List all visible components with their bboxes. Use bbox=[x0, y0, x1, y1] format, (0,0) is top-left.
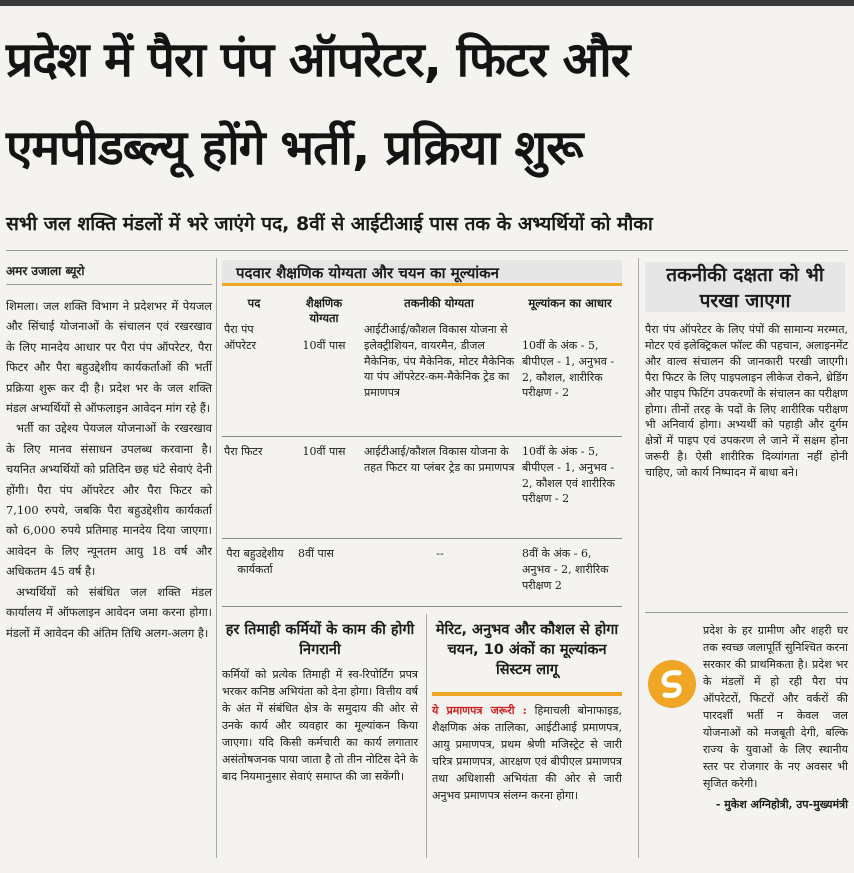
headline-line-1: प्रदेश में पैरा पंप ऑपरेटर, फिटर और bbox=[6, 32, 630, 88]
table-cell: पैरा पंप ऑपरेटर bbox=[224, 323, 257, 352]
subheadline: सभी जल शक्ति मंडलों में भरे जाएंगे पद, 8वीं से आईटीआई पास तक के अभ्यर्थियों को मौका bbox=[6, 213, 653, 235]
subhead-divider bbox=[6, 250, 848, 251]
table-cell: 10वीं के अंक - 5, बीपीएल - 1, अनुभव - 2, कौशल एवं शारीरिक परीक्षण - 2 bbox=[522, 445, 615, 506]
table-row-divider bbox=[222, 538, 622, 539]
table-cell: 10वीं पास bbox=[302, 339, 346, 352]
sidebar-divider bbox=[645, 612, 848, 613]
table-cell: आईटीआई/कौशल विकास योजना से इलेक्ट्रीशियन, वायरमैन, डीजल मैकेनिक, पंप मैकेनिक, मोटर मैकेनिक या पंप ऑपरेटर-कम-मैकेनिक ट्रेड का प्रमाणपत्र bbox=[364, 323, 515, 400]
monitoring-title: हर तिमाही कर्मियों के काम की होगी निगरानी bbox=[225, 622, 415, 658]
selection-lead: ये प्रमाणपत्र जरूरी : bbox=[432, 704, 527, 717]
table-cell: -- bbox=[436, 547, 444, 560]
minister-quote bbox=[645, 622, 848, 813]
story-paragraph: अभ्यर्थियों को संबंधित जल शक्ति मंडल कार्यालय में ऑफलाइन आवेदन जमा करना होगा। मंडलों में आवेदन की अंतिम तिथि अलग-अलग है। bbox=[6, 584, 212, 640]
sidebar-body: पैरा पंप ऑपरेटर के लिए पंपों की सामान्य मरम्मत, मोटर एवं इलेक्ट्रिकल फॉल्ट की पहचान, अलाइनमेंट और वाल्व संचालन की जानकारी परखी जाएगी। पैरा फिटर के लिए पाइपलाइन लीकेज रोकने, थ्रेडिंग और पाइप फिटिंग उपकरणों के संचालन का परीक्षण होगा। तीनों तरह के पदों के लिए शारीरिक परीक्षण भी अनिवार्य होगा। अभ्यर्थी को पहाड़ी और दुर्गम क्षेत्रों में पाइप एवं उपकरण ले जाने में सक्षम होना जरूरी है। ऐसी शारीरिक दिव्यांगता नहीं होनी चाहिए, जो कार्य निष्पादन में बाधा बने। bbox=[645, 323, 848, 480]
table-cell: 8वीं पास bbox=[298, 547, 334, 560]
selection-title: मेरिट, अनुभव और कौशल से होगा चयन, 10 अंकों का मूल्यांकन सिस्टम लागू bbox=[435, 622, 619, 678]
column-divider bbox=[638, 258, 639, 858]
byline-divider bbox=[6, 284, 212, 285]
headline-line-2: एमपीडब्ल्यू होंगे भर्ती, प्रक्रिया शुरू bbox=[6, 120, 583, 176]
table-header-technical: तकनीकी योग्यता bbox=[404, 296, 474, 310]
monitoring-body: कर्मियों को प्रत्येक तिमाही में स्व-रिपोर्टिंग प्रपत्र भरकर कनिष्ठ अभियंता को देना होगा। वित्तीय वर्ष के अंत में संबंधित क्षेत्र के समुदाय की ओर से उनके कार्य और व्यवहार का मूल्यांकन किया जाएगा। यदि किसी कर्मचारी का कार्य लगातार असंतोषजनक पाया जाता है तो तीन नोटिस देने के बाद नियमानुसार सेवाएं समाप्त की जा सकेंगी। bbox=[222, 668, 418, 783]
column-divider bbox=[216, 258, 217, 858]
byline: अमर उजाला ब्यूरो bbox=[6, 264, 85, 278]
selection-body bbox=[432, 702, 622, 804]
story-paragraph: शिमला। जल शक्ति विभाग ने प्रदेशभर में पेयजल और सिंचाई योजनाओं के संचालन एवं रखरखाव के लिए मानदेय आधार पर पैरा पंप ऑपरेटर, पैरा फिटर और पैरा बहुउद्देशीय कार्यकर्ताओं की भर्ती प्रक्रिया शुरू कर दी है। प्रदेश भर के जल शक्ति मंडल अभ्यर्थियों से ऑफलाइन आवेदन मांग रहे हैं। bbox=[6, 299, 212, 416]
table-cell: 8वीं के अंक - 6, अनुभव - 2, शारीरिक परीक्षण 2 bbox=[522, 547, 609, 592]
table-cell: पैरा बहुउद्देशीय कार्यकर्ता bbox=[226, 547, 284, 576]
table-header-post: पद bbox=[247, 296, 261, 310]
selection-text: हिमाचली बोनाफाइड, शैक्षणिक अंक तालिका, आईटीआई प्रमाणपत्र, आयु प्रमाणपत्र, प्रथम श्रेणी मजिस्ट्रेट से जारी चरित्र प्रमाणपत्र, आरक्षण एवं बीपीएल प्रमाणपत्र तथा अधिशासी अभियंता की ओर से जारी अनुभव प्रमाणपत्र संलग्न करना होगा। bbox=[432, 704, 622, 802]
table-row-divider bbox=[222, 436, 622, 437]
sidebar-title: तकनीकी दक्षता को भी परखा जाएगा bbox=[645, 262, 845, 312]
table-cell: पैरा फिटर bbox=[224, 445, 263, 458]
table-bottom-rule bbox=[222, 606, 622, 607]
selection-accent-bar bbox=[432, 692, 622, 696]
table-cell: 10वीं पास bbox=[302, 445, 346, 458]
table-header-evaluation: मूल्यांकन का आधार bbox=[528, 296, 612, 310]
table-cell: आईटीआई/कौशल विकास योजना के तहत फिटर या प्लंबर ट्रेड का प्रमाणपत्र bbox=[364, 445, 515, 474]
table-header-education: शैक्षणिक योग्यता bbox=[305, 296, 343, 325]
table-title: पदवार शैक्षणिक योग्यता और चयन का मूल्यांकन bbox=[222, 260, 622, 286]
table-cell: 10वीं के अंक - 5, बीपीएल - 1, अनुभव - 2, कौशल, शारीरिक परीक्षण - 2 bbox=[522, 339, 615, 400]
column-divider bbox=[426, 614, 427, 858]
top-border bbox=[0, 0, 854, 6]
quote-body: प्रदेश के हर ग्रामीण और शहरी घर तक स्वच्छ जलापूर्ति सुनिश्चित करना सरकार की प्राथमिकता है। प्रदेश भर के मंडलों में हो रही पैरा पंप ऑपरेटरों, फिटरों और वर्करों की पारदर्शी भर्ती न केवल जल योजनाओं को मजबूती देगी, बल्कि राज्य के युवाओं के लिए स्थानीय स्तर पर रोजगार के नए अवसर भी सृजित करेगी। bbox=[703, 624, 848, 790]
main-story bbox=[6, 296, 212, 643]
story-paragraph: भर्ती का उद्देश्य पेयजल योजनाओं के रखरखाव के लिए मानव संसाधन उपलब्ध करवाना है। चयनित अभ्यर्थियों को प्रतिदिन छह घंटे सेवाएं देनी होंगी। पैरा पंप ऑपरेटर और पैरा फिटर को 7,100 रुपये, जबकि पैरा बहुउद्देशीय कार्यकर्ता को 6,000 रुपये प्रतिमाह मानदेय दिया जाएगा। आवेदन के लिए न्यूनतम आयु 18 वर्ष और अधिकतम 45 वर्ष है। bbox=[6, 421, 212, 579]
quote-attribution: - मुकेश अग्निहोत्री, उप-मुख्यमंत्री bbox=[715, 798, 848, 811]
